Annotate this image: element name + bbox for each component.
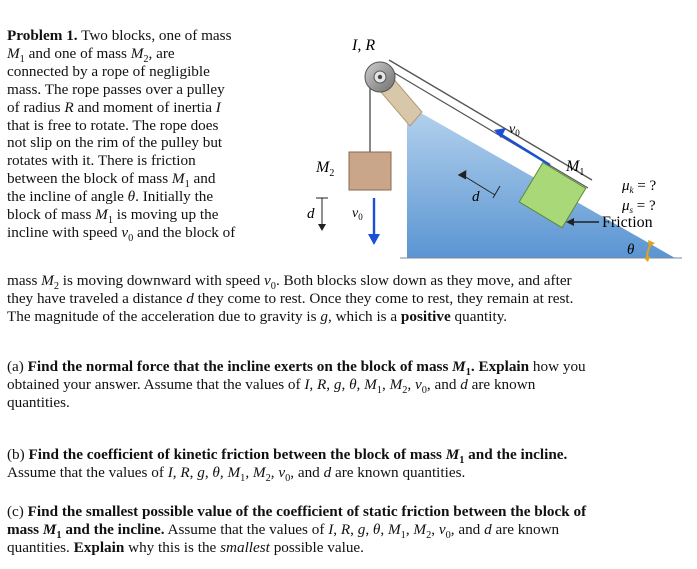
text-line [7, 308, 691, 326]
text-line [7, 539, 691, 557]
text-run: obtained your answer. Assume that the values of [7, 375, 305, 393]
text-run: 0 [421, 384, 427, 396]
text-run: Assume that the values of [164, 520, 329, 538]
text-run: and the incline. [464, 446, 568, 463]
text-run: quantities. [7, 393, 70, 411]
text-run: 2 [53, 281, 59, 293]
m1-velocity-label: $v_0$ [509, 122, 520, 138]
text-run: θ [349, 375, 357, 393]
text-run: quantities. [7, 538, 74, 556]
text-run: is moving up the [113, 206, 219, 224]
text-run: Two blocks, one of mass [77, 27, 232, 44]
text-line [7, 376, 691, 394]
text-run: they come to rest. Once they come to rest, they remain at rest. [193, 289, 574, 307]
text-run: and the incline. [61, 520, 165, 538]
text-run: M [41, 272, 54, 289]
text-run: . Both blocks slow down as they move, and after [275, 272, 572, 289]
text-run: I [304, 375, 310, 393]
text-run: Assume that the values of [7, 463, 168, 481]
text-line [7, 99, 297, 117]
m2-velocity-label: $v_0$ [352, 206, 363, 222]
text-line [7, 45, 297, 63]
text-line [7, 464, 691, 482]
text-run: , [309, 375, 318, 393]
text-run: θ [212, 463, 220, 481]
text-line [7, 63, 297, 81]
text-run: , [204, 463, 213, 481]
text-run: R [340, 520, 351, 538]
text-run: that is free to rotate. The rope does [7, 116, 219, 134]
text-run: d [484, 520, 492, 538]
part-c [7, 503, 691, 557]
text-run: 1 [56, 529, 62, 541]
text-run: The magnitude of the acceleration due to gravity is [7, 307, 321, 325]
text-run: v [264, 272, 271, 289]
text-run: v [438, 520, 446, 538]
text-run: M [413, 520, 427, 538]
text-run: I [167, 463, 173, 481]
text-run: v [121, 223, 129, 241]
text-run: v [278, 463, 286, 481]
text-run: (c) [7, 503, 28, 520]
text-run: I [328, 520, 334, 538]
text-run: , [431, 520, 439, 538]
text-run: and one of mass [24, 44, 131, 62]
text-line [7, 27, 297, 45]
text-line [7, 152, 297, 170]
text-run: 1 [400, 529, 406, 541]
diagram-svg [282, 0, 697, 290]
text-line [7, 224, 297, 242]
text-run: d [186, 289, 194, 307]
text-run: M [389, 375, 403, 393]
m2-distance-label: d [307, 206, 315, 222]
text-run: 2 [143, 53, 149, 65]
text-line [7, 521, 691, 539]
text-run: , and [290, 463, 324, 481]
text-run: and moment of inertia [73, 98, 216, 116]
text-run: , [381, 375, 390, 393]
mu-s-label: $\mu_s$ = ? [622, 198, 656, 215]
text-run: 1 [459, 455, 465, 467]
text-run: 1 [107, 215, 113, 227]
text-run: , [326, 375, 334, 393]
pulley-label: I, R [352, 37, 376, 54]
text-run: , [172, 463, 181, 481]
text-line [7, 117, 297, 135]
text-run: , and [450, 520, 485, 538]
text-run: R [317, 375, 327, 393]
text-run: mass. The rope passes over a pulley [7, 80, 225, 98]
friction-label: Friction [602, 214, 653, 231]
m1-label: $M_1$ [566, 158, 585, 178]
text-run: Find the smallest possible value of the coefficient of static friction between the block of [27, 503, 587, 520]
m1-velocity-line [500, 134, 550, 165]
text-run: 0 [270, 281, 276, 293]
mu-k-label: $\mu_k$ = ? [622, 178, 657, 195]
text-run: , [219, 463, 228, 481]
text-run: R [64, 98, 74, 116]
text-run: M [95, 206, 108, 224]
text-run: rotates with it. There is friction [7, 152, 196, 170]
text-run: v [414, 375, 422, 393]
text-run: , [407, 375, 415, 393]
text-run: of radius [7, 98, 65, 116]
text-run: M [364, 375, 377, 393]
text-run: , [189, 463, 198, 481]
text-run: θ [127, 188, 136, 206]
text-run: g [320, 307, 328, 325]
problem-intro [7, 27, 297, 242]
m2-label: $M_2$ [316, 159, 335, 179]
text-run: g [333, 375, 342, 393]
text-run: (a) [7, 358, 28, 375]
text-run: possible value. [269, 538, 364, 556]
text-run: 1 [184, 179, 190, 191]
text-run: smallest [220, 538, 270, 556]
text-run: connected by a rope of negligible [7, 62, 210, 80]
text-run: mass [7, 520, 43, 538]
text-line [7, 81, 297, 99]
text-run: 1 [19, 53, 25, 65]
m2-distance-arrowhead [318, 224, 326, 231]
text-run: 2 [402, 384, 408, 396]
text-run: , which is a [327, 307, 401, 325]
text-run: , [380, 520, 388, 538]
text-line [7, 446, 691, 467]
text-run: Explain [73, 538, 125, 556]
text-line [7, 290, 691, 308]
text-run: 1 [465, 367, 471, 379]
text-run: g [197, 463, 205, 481]
text-run: they have traveled a distance [7, 289, 187, 307]
text-run: . Explain [470, 358, 530, 375]
text-run: 1 [376, 384, 382, 396]
text-run: block of mass [7, 206, 96, 224]
text-run: . Initially the [135, 188, 214, 206]
m2-velocity-arrowhead [368, 234, 380, 245]
text-run: the incline of angle [7, 188, 128, 206]
angle-label: θ [627, 242, 635, 258]
text-run: , [333, 520, 341, 538]
text-run: M [445, 446, 460, 463]
incline-distance-label: d [472, 189, 480, 205]
text-run: d [323, 463, 332, 481]
text-run: M [171, 170, 185, 188]
part-b [7, 446, 691, 482]
text-run: I [215, 98, 221, 116]
text-line [7, 188, 297, 206]
text-run: mass [7, 272, 42, 289]
text-run: M [42, 520, 57, 538]
text-run: M [227, 463, 241, 481]
text-run: M [7, 44, 20, 62]
text-run: and [189, 170, 216, 188]
incline-pulley-diagram [282, 0, 697, 290]
text-run: are known quantities. [331, 463, 466, 481]
text-run: , [350, 520, 358, 538]
text-line [7, 503, 691, 521]
text-run: 0 [128, 233, 134, 244]
text-run: g [357, 520, 366, 538]
text-run: positive [400, 307, 451, 325]
text-run: how you [529, 358, 586, 375]
text-run: 2 [426, 529, 432, 541]
text-run: , [341, 375, 350, 393]
text-line [7, 394, 691, 412]
text-run: , [245, 463, 253, 481]
text-run: Find the coefficient of kinetic friction between the block of mass [28, 446, 446, 463]
text-run: , are [148, 44, 175, 62]
text-line [7, 358, 691, 379]
text-run: 2 [265, 472, 271, 484]
text-run: Find the normal force that the incline exerts on the block of mass [27, 358, 453, 375]
text-run: incline with speed [7, 223, 122, 241]
text-run: , and [426, 375, 461, 393]
text-run: why this is the [124, 538, 221, 556]
text-run: M [252, 463, 266, 481]
text-run: R [180, 463, 190, 481]
text-run: d [460, 375, 468, 393]
text-line [7, 170, 297, 191]
text-run: between the block of mass [7, 170, 172, 188]
text-run: M [130, 44, 144, 62]
text-run: M [387, 520, 401, 538]
text-run: (b) [7, 446, 29, 463]
text-run: , [365, 520, 373, 538]
part-a [7, 358, 691, 412]
text-line [7, 134, 297, 152]
text-line [7, 272, 691, 293]
text-run: are known [467, 375, 536, 393]
text-run: θ [372, 520, 381, 538]
text-run: , [405, 520, 414, 538]
text-run: not slip on the rim of the pulley but [7, 134, 223, 152]
text-run: Problem 1. [7, 27, 78, 44]
text-run: M [452, 358, 466, 375]
problem-continuation [7, 272, 691, 326]
text-run: quantity. [450, 307, 508, 325]
text-line [7, 206, 297, 227]
pulley-axle [378, 75, 382, 79]
text-run: 0 [445, 529, 451, 541]
text-run: , [270, 463, 279, 481]
text-run: , [356, 375, 365, 393]
text-run: and the block of [133, 223, 236, 241]
text-run: 0 [285, 472, 291, 484]
text-run: 1 [240, 472, 246, 484]
block-m2 [349, 152, 391, 190]
text-run: is moving downward with speed [59, 272, 265, 289]
text-run: are known [491, 520, 560, 538]
